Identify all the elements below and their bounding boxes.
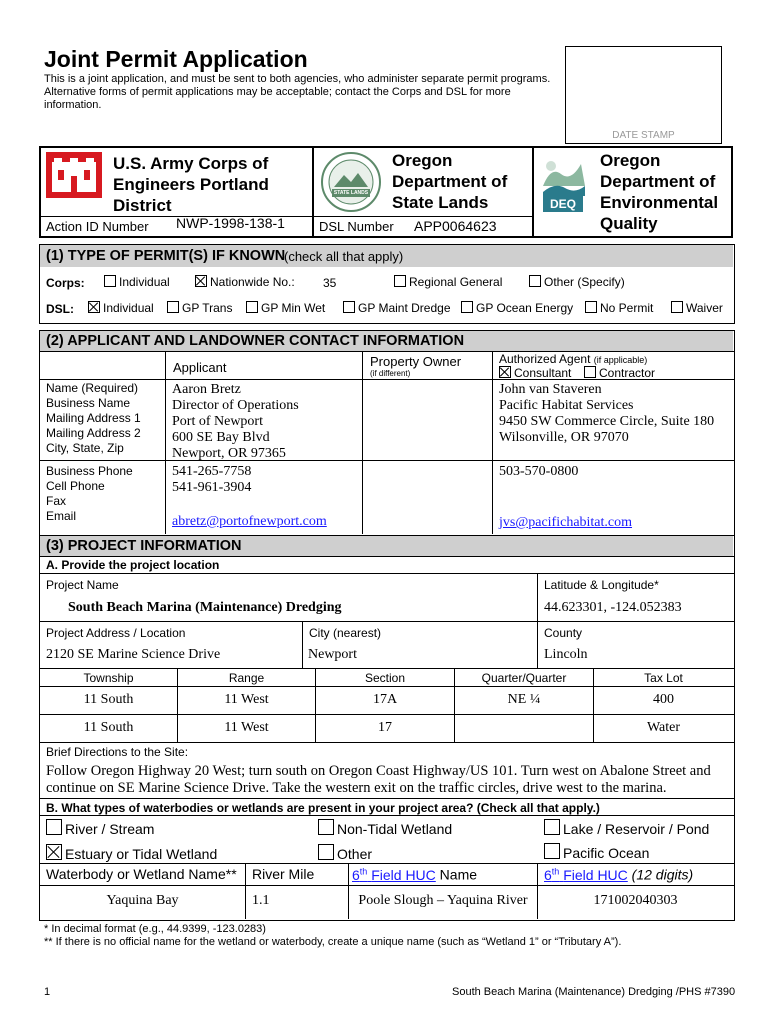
nationwide-number[interactable]: 35 [323, 276, 337, 290]
corps-individual-option[interactable]: Individual [104, 275, 170, 289]
checkbox[interactable] [343, 301, 355, 313]
directions-value[interactable]: Follow Oregon Highway 20 West; turn south on Oregon Coast Highway/US 101. Turn west on Abalone Street and continue on SE Marine Science Drive. Take the western exit on the traffic circles, drive west to the marina. [46, 763, 711, 796]
wb-nontidal-option[interactable]: Non-Tidal Wetland [318, 819, 452, 837]
checkbox[interactable] [318, 819, 334, 835]
section3-header [40, 536, 733, 556]
corps-regional-option[interactable]: Regional General [394, 275, 502, 289]
deq-logo-text: DEQ [543, 196, 583, 212]
applicant-info[interactable]: Aaron Bretz Director of Operations Port of Newport 600 SE Bay Blvd Newport, OR 97365 [172, 382, 299, 461]
latlong-value[interactable]: 44.623301, -124.052383 [544, 600, 682, 615]
action-id-label: Action ID Number [46, 219, 149, 234]
river-mile-label: River Mile [252, 866, 315, 882]
latlong-label: Latitude & Longitude* [544, 578, 659, 592]
checkbox[interactable] [461, 301, 473, 313]
table-cell[interactable]: 17 [378, 720, 392, 735]
intro-text: This is a joint application, and must be sent to both agencies, who administer separate permit programs. Alternative forms of permit applications may be acceptable; contact the Corps and DSL for more information. [44, 73, 551, 111]
section3a-title: A. Provide the project location [46, 558, 220, 572]
deq-logo [541, 156, 587, 214]
huc-name-value[interactable]: Poole Slough – Yaquina River [358, 893, 528, 908]
page-title: Joint Permit Application [44, 46, 308, 72]
checkbox[interactable] [46, 819, 62, 835]
dsl-seal-text: STATE LANDS [333, 190, 369, 196]
dsl-gp-ocean-option[interactable]: GP Ocean Energy [461, 301, 573, 315]
dsl-label: DSL: [46, 302, 74, 316]
table-cell[interactable]: 11 South [83, 720, 134, 735]
huc-name-label[interactable]: 6th Field HUC Name [352, 866, 478, 883]
checkbox[interactable] [529, 275, 541, 287]
section2-title: (2) APPLICANT AND LANDOWNER CONTACT INFORMATION [46, 333, 465, 349]
agent-info[interactable]: John van Staveren Pacific Habitat Services 9450 SW Commerce Circle, Suite 180 Wilsonville, OR 97070 [499, 382, 715, 445]
checkbox[interactable] [584, 366, 596, 378]
checkbox[interactable] [394, 275, 406, 287]
table-cell[interactable]: 11 South [83, 692, 134, 707]
applicant-phones[interactable]: 541-265-7758 541-961-3904 [172, 464, 252, 495]
address-label: Project Address / Location [46, 626, 186, 640]
checkbox-checked[interactable] [499, 366, 511, 378]
wb-name-label: Waterbody or Wetland Name** [46, 866, 237, 882]
wb-lake-option[interactable]: Lake / Reservoir / Pond [544, 819, 709, 837]
dsl-gp-min-wet-option[interactable]: GP Min Wet [246, 301, 325, 315]
wb-name-value[interactable]: Yaquina Bay [106, 893, 179, 908]
date-stamp-box [565, 46, 722, 144]
wb-ocean-option[interactable]: Pacific Ocean [544, 843, 649, 861]
corps-name: U.S. Army Corps of Engineers Portland District [113, 154, 269, 215]
project-name-label: Project Name [46, 578, 119, 592]
agent-email[interactable]: jvs@pacifichabitat.com [499, 515, 633, 530]
col-agent: Authorized Agent (if applicable) [499, 352, 648, 366]
contact-labels-1: Name (Required) Business Name Mailing Address 1 Mailing Address 2 City, State, Zip [46, 381, 141, 455]
table-cell[interactable]: 17A [372, 692, 398, 707]
trs-header-range: Range [228, 671, 265, 685]
agent-contractor-option[interactable]: Contractor [584, 366, 655, 380]
footer-project-ref: South Beach Marina (Maintenance) Dredging /PHS #7390 [452, 986, 736, 998]
section2-header [40, 331, 733, 351]
section3-title: (3) PROJECT INFORMATION [46, 538, 242, 554]
checkbox[interactable] [246, 301, 258, 313]
checkbox[interactable] [318, 844, 334, 860]
corps-castle-logo [46, 152, 102, 198]
dsl-number-value[interactable]: APP0064623 [414, 218, 497, 234]
footnote-decimal: * In decimal format (e.g., 44.9399, -123.0283) [44, 923, 266, 935]
checkbox[interactable] [671, 301, 683, 313]
col-owner: Property Owner [370, 354, 462, 369]
section1-title: (1) TYPE OF PERMIT(S) IF KNOWN [46, 248, 286, 264]
checkbox[interactable] [585, 301, 597, 313]
checkbox-checked[interactable] [195, 275, 207, 287]
checkbox[interactable] [167, 301, 179, 313]
project-name-value[interactable]: South Beach Marina (Maintenance) Dredging [68, 600, 342, 615]
footnote-waterbody-name: ** If there is no official name for the wetland or waterbody, create a unique name (such as “Wetland 1” or “Tributary A”). [44, 936, 622, 948]
deq-name: Oregon Department of Environmental Quality [600, 151, 719, 233]
county-value[interactable]: Lincoln [544, 647, 588, 662]
trs-header-qq: Quarter/Quarter [481, 671, 567, 685]
corps-label: Corps: [46, 276, 85, 290]
date-stamp-label: DATE STAMP [612, 130, 675, 141]
action-id-value[interactable]: NWP-1998-138-1 [176, 215, 285, 231]
dsl-no-permit-option[interactable]: No Permit [585, 301, 653, 315]
dsl-seal-logo [320, 151, 382, 213]
directions-label: Brief Directions to the Site: [46, 745, 189, 759]
checkbox[interactable] [104, 275, 116, 287]
col-owner-sub: (if different) [370, 369, 411, 378]
dsl-number-label: DSL Number [319, 219, 394, 234]
section3b-title: B. What types of waterbodies or wetlands are present in your project area? (Check all that apply.) [46, 801, 600, 815]
table-cell[interactable]: 400 [653, 692, 674, 707]
section1-subtitle: (check all that apply) [284, 249, 404, 264]
table-cell[interactable]: 11 West [224, 720, 269, 735]
checkbox-checked[interactable] [88, 301, 100, 313]
agent-phone[interactable]: 503-570-0800 [499, 464, 579, 479]
checkbox[interactable] [544, 843, 560, 859]
applicant-email[interactable]: abretz@portofnewport.com [172, 514, 327, 529]
river-mile-value[interactable]: 1.1 [252, 893, 270, 908]
checkbox-checked[interactable] [46, 844, 62, 860]
trs-header-township: Township [83, 671, 134, 685]
county-label: County [544, 626, 583, 640]
wb-river-option[interactable]: River / Stream [46, 819, 154, 837]
dsl-waiver-option[interactable]: Waiver [671, 301, 723, 315]
corps-nationwide-option[interactable]: Nationwide No.: [195, 275, 295, 289]
city-value[interactable]: Newport [308, 647, 357, 662]
trs-header-taxlot: Tax Lot [644, 671, 683, 685]
city-label: City (nearest) [309, 626, 382, 640]
agent-consultant-option[interactable]: Consultant [499, 366, 571, 380]
table-cell[interactable]: NE ¼ [507, 692, 541, 707]
address-value[interactable]: 2120 SE Marine Science Drive [46, 647, 221, 662]
table-cell[interactable]: 11 West [224, 692, 269, 707]
dsl-individual-option[interactable]: Individual [88, 301, 154, 315]
section1-header [40, 245, 733, 267]
page-number: 1 [44, 986, 51, 998]
wb-other-option[interactable]: Other [318, 844, 372, 862]
checkbox[interactable] [544, 819, 560, 835]
wb-estuary-option[interactable]: Estuary or Tidal Wetland [46, 844, 217, 862]
trs-header-section: Section [364, 671, 406, 685]
col-applicant: Applicant [173, 360, 227, 375]
huc-digits-value[interactable]: 171002040303 [593, 893, 678, 908]
huc-digits-label[interactable]: 6th Field HUC (12 digits) [544, 866, 694, 883]
dsl-gp-trans-option[interactable]: GP Trans [167, 301, 232, 315]
dsl-gp-maint-option[interactable]: GP Maint Dredge [343, 301, 451, 315]
corps-other-option[interactable]: Other (Specify) [529, 275, 625, 289]
contact-labels-2: Business Phone Cell Phone Fax Email [46, 464, 133, 523]
table-cell[interactable]: Water [646, 720, 681, 735]
dsl-name: Oregon Department of State Lands [392, 151, 508, 212]
